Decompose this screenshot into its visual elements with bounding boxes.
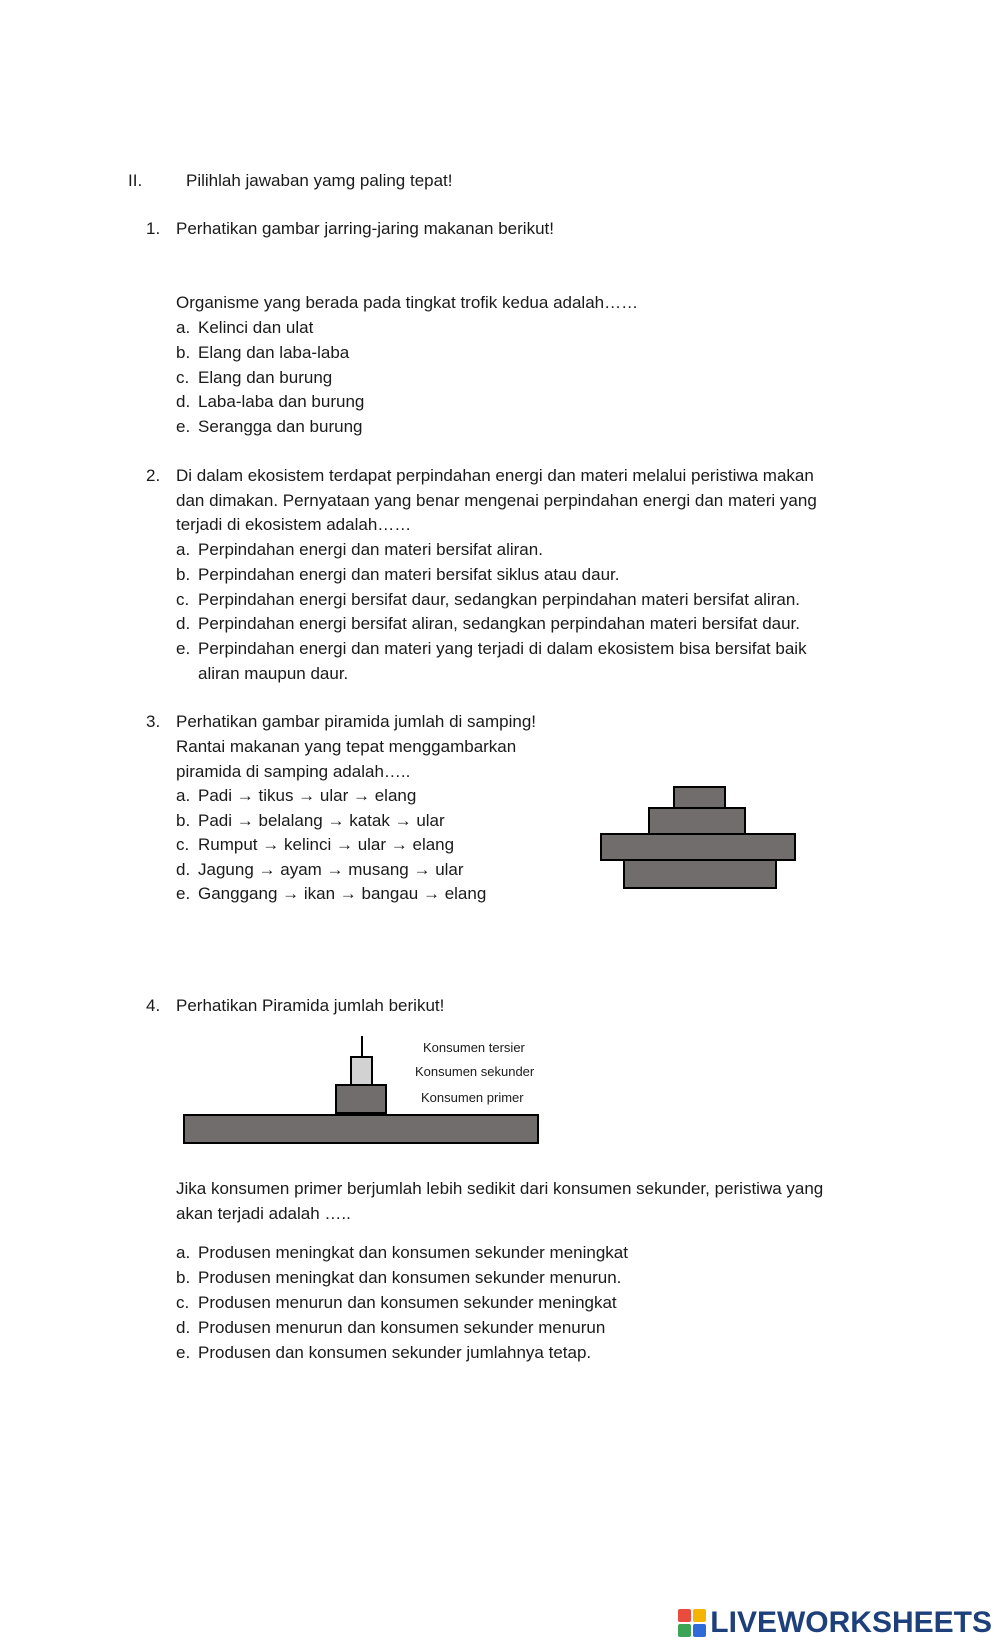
pyramid-level-tersier — [350, 1056, 373, 1086]
food-chain-item: elang — [374, 786, 417, 805]
option-text: Kelinci dan ulat — [198, 318, 314, 337]
arrow-right-icon: → — [253, 860, 281, 879]
option-food-chain — [198, 835, 454, 855]
arrow-right-icon: → — [321, 860, 349, 879]
food-chain-item: ular — [357, 835, 387, 854]
arrow-right-icon: → — [257, 835, 284, 854]
option-text: Perpindahan energi bersifat aliran, sedangkan perpindahan materi bersifat daur. — [198, 614, 801, 633]
option-letter: e. — [176, 417, 191, 436]
option-letter: d. — [176, 1318, 191, 1337]
food-chain-item: Padi — [198, 811, 233, 830]
option-letter: b. — [176, 811, 191, 830]
pyramid-top-line — [361, 1036, 363, 1058]
q4-text-line: Jika konsumen primer berjumlah lebih sedikit dari konsumen sekunder, peristiwa yang — [176, 1179, 824, 1198]
q2-text-line: Di dalam ekosistem terdapat perpindahan energi dan materi melalui peristiwa makan — [176, 466, 814, 485]
q2-number: 2. — [146, 466, 161, 485]
food-chain-item: tikus — [258, 786, 294, 805]
food-chain-item: Rumput — [198, 835, 258, 854]
logo-square-icon — [693, 1609, 706, 1622]
food-chain-item: kelinci — [283, 835, 332, 854]
option-food-chain — [198, 786, 416, 806]
arrow-right-icon: → — [389, 811, 417, 830]
arrow-right-icon: → — [331, 835, 358, 854]
food-chain-item: ular — [319, 786, 349, 805]
arrow-right-icon: → — [418, 884, 445, 903]
food-chain-item: belalang — [258, 811, 323, 830]
q1-question: Organisme yang berada pada tingkat trofik kedua adalah…… — [176, 293, 639, 312]
food-chain-item: ikan — [303, 884, 336, 903]
food-chain-item: katak — [349, 811, 390, 830]
pyramid-level-3 — [648, 807, 746, 835]
food-chain-item: elang — [444, 884, 487, 903]
arrow-right-icon: → — [408, 860, 436, 879]
section-numeral: II. — [128, 171, 143, 190]
option-text: Laba-laba dan burung — [198, 392, 365, 411]
pyramid-level-1 — [623, 859, 777, 889]
logo-square-icon — [678, 1624, 691, 1637]
q3-text-line: piramida di samping adalah….. — [176, 762, 411, 781]
food-chain-item: Padi — [198, 786, 233, 805]
q2-text-line: terjadi di ekosistem adalah…… — [176, 515, 412, 534]
option-letter: a. — [176, 1243, 191, 1262]
option-letter: a. — [176, 540, 191, 559]
arrow-right-icon: → — [232, 811, 259, 830]
option-letter: d. — [176, 860, 191, 879]
q4-prompt: Perhatikan Piramida jumlah berikut! — [176, 996, 445, 1015]
food-chain-item: Ganggang — [198, 884, 278, 903]
option-letter: c. — [176, 368, 190, 387]
option-text: Perpindahan energi bersifat daur, sedangkan perpindahan materi bersifat aliran. — [198, 590, 801, 609]
option-letter: c. — [176, 1293, 190, 1312]
arrow-right-icon: → — [322, 811, 350, 830]
food-chain-item: musang — [348, 860, 409, 879]
option-text: Perpindahan energi dan materi bersifat siklus atau daur. — [198, 565, 620, 584]
option-text: Produsen menurun dan konsumen sekunder menurun — [198, 1318, 606, 1337]
option-text: Produsen menurun dan konsumen sekunder meningkat — [198, 1293, 617, 1312]
option-text: Perpindahan energi dan materi bersifat aliran. — [198, 540, 543, 559]
food-chain-item: elang — [412, 835, 455, 854]
option-text: Serangga dan burung — [198, 417, 363, 436]
option-letter: e. — [176, 1343, 191, 1362]
q3-number: 3. — [146, 712, 161, 731]
option-letter: a. — [176, 786, 191, 805]
option-text: Elang dan laba-laba — [198, 343, 350, 362]
section-instruction: Pilihlah jawaban yamg paling tepat! — [186, 171, 453, 190]
label-konsumen-tersier: Konsumen tersier — [423, 1040, 525, 1055]
food-chain-item: ular — [435, 860, 464, 879]
option-food-chain — [198, 884, 486, 904]
pyramid-level-primer — [183, 1114, 539, 1144]
option-letter: d. — [176, 392, 191, 411]
q3-text-line: Perhatikan gambar piramida jumlah di samping! — [176, 712, 537, 731]
q2-text-line: dan dimakan. Pernyataan yang benar mengenai perpindahan energi dan materi yang — [176, 491, 817, 510]
option-letter: e. — [176, 884, 191, 903]
q1-number: 1. — [146, 219, 161, 238]
option-letter: d. — [176, 614, 191, 633]
food-chain-item: bangau — [361, 884, 419, 903]
option-text: Elang dan burung — [198, 368, 333, 387]
q4-number: 4. — [146, 996, 161, 1015]
arrow-right-icon: → — [386, 835, 413, 854]
option-letter: a. — [176, 318, 191, 337]
arrow-right-icon: → — [232, 786, 259, 805]
arrow-right-icon: → — [335, 884, 362, 903]
liveworksheets-logo[interactable] — [678, 1605, 992, 1641]
pyramid-level-2 — [600, 833, 796, 861]
label-konsumen-primer: Konsumen primer — [421, 1090, 524, 1105]
option-text: Produsen meningkat dan konsumen sekunder meningkat — [198, 1243, 628, 1262]
food-chain-item: ular — [416, 811, 445, 830]
option-letter: b. — [176, 1268, 191, 1287]
option-letter: b. — [176, 565, 191, 584]
pyramid-level-sekunder — [335, 1084, 387, 1114]
label-konsumen-sekunder: Konsumen sekunder — [415, 1064, 535, 1079]
option-text-continued: aliran maupun daur. — [198, 664, 349, 683]
q3-text-line: Rantai makanan yang tepat menggambarkan — [176, 737, 517, 756]
option-text: Perpindahan energi dan materi yang terjadi di dalam ekosistem bisa bersifat baik — [198, 639, 807, 658]
q1-prompt: Perhatikan gambar jarring-jaring makanan berikut! — [176, 219, 554, 238]
logo-mark-icon — [678, 1609, 706, 1637]
logo-square-icon — [693, 1624, 706, 1637]
option-letter: e. — [176, 639, 191, 658]
food-chain-item: Jagung — [198, 860, 254, 879]
food-chain-item: ayam — [280, 860, 322, 879]
logo-text: LIVEWORKSHEETS — [710, 1606, 992, 1639]
logo-square-icon — [678, 1609, 691, 1622]
q4-text-line: akan terjadi adalah ….. — [176, 1204, 351, 1223]
option-food-chain — [198, 860, 464, 880]
option-letter: c. — [176, 835, 190, 854]
option-text: Produsen dan konsumen sekunder jumlahnya tetap. — [198, 1343, 592, 1362]
arrow-right-icon: → — [293, 786, 320, 805]
pyramid-level-4 — [673, 786, 726, 809]
option-letter: b. — [176, 343, 191, 362]
option-letter: c. — [176, 590, 190, 609]
option-text: Produsen meningkat dan konsumen sekunder menurun. — [198, 1268, 622, 1287]
arrow-right-icon: → — [277, 884, 304, 903]
option-food-chain — [198, 811, 445, 831]
arrow-right-icon: → — [348, 786, 375, 805]
